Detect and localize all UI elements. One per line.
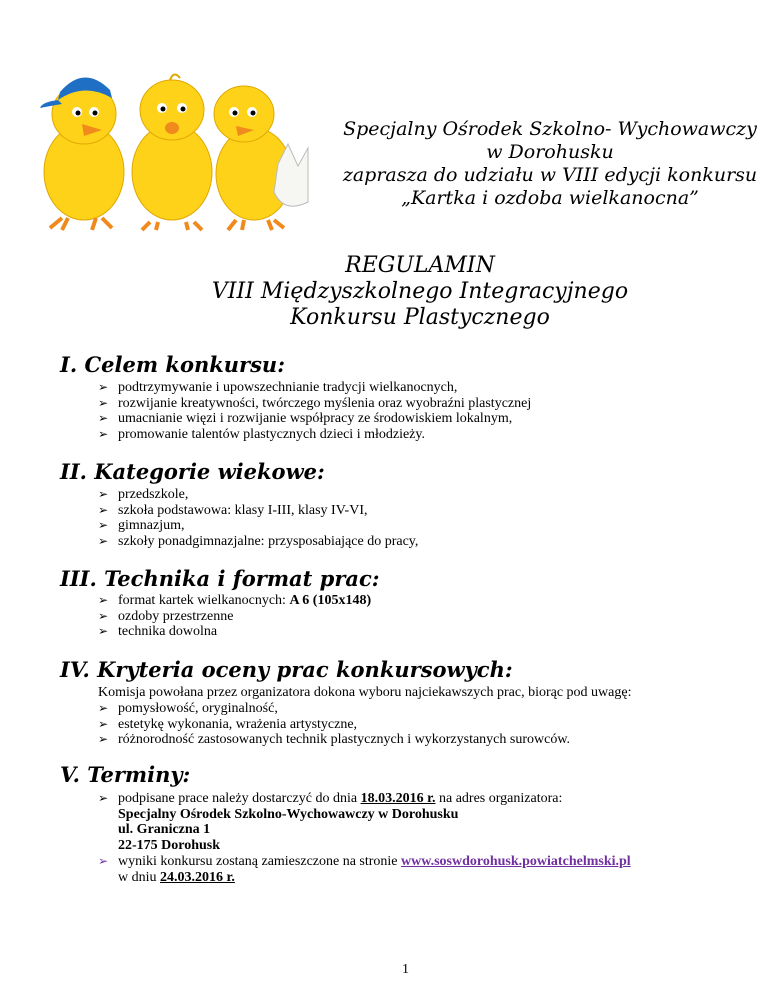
arrowhead-bullet-icon: ➢ xyxy=(98,701,109,715)
arrowhead-bullet-icon: ➢ xyxy=(98,593,109,607)
results-website-link[interactable]: www.soswdorohusk.powiatchelmski.pl xyxy=(401,854,631,869)
list-item: ➢ podpisane prace należy dostarczyć do dnia 18.03.2016 r. na adres organizatora: xyxy=(98,791,563,806)
goals-list xyxy=(98,380,531,442)
chick-left xyxy=(40,77,124,230)
arrowhead-bullet-icon: ➢ xyxy=(98,395,109,410)
list-item: ➢ szkoły ponadgimnazjalne: przysposabiające do pracy, xyxy=(98,533,419,549)
list-item: ➢ rozwijanie kreatywności, twórczego myślenia oraz wyobraźni plastycznej xyxy=(98,395,532,411)
arrowhead-bullet-icon: ➢ xyxy=(98,732,109,746)
arrowhead-bullet-icon: ➢ xyxy=(98,791,109,805)
section-heading-goals: I. Celem konkursu: xyxy=(60,352,285,377)
arrowhead-bullet-icon: ➢ xyxy=(98,487,109,501)
format-size: A 6 (105x148) xyxy=(289,593,372,608)
arrowhead-bullet-icon: ➢ xyxy=(98,533,109,548)
list-item: ➢ umacnianie więzi i rozwijanie współpracy ze środowiskiem lokalnym, xyxy=(98,411,513,426)
title-line-2: VIII Międzyszkolnego Integracyjnego xyxy=(211,279,629,304)
deadlines-list-2 xyxy=(98,854,631,870)
list-item: ➢ wyniki konkursu zostaną zamieszczone na stronie www.soswdorohusk.powiatchelmski.pl xyxy=(98,854,631,869)
list-item: ➢ ozdoby przestrzenne xyxy=(98,608,234,624)
arrowhead-bullet-icon: ➢ xyxy=(98,624,109,638)
organizer-postal: 22-175 Dorohusk xyxy=(118,838,221,853)
arrowhead-bullet-icon: ➢ xyxy=(98,608,109,623)
intro-line-2: w Dorohusku xyxy=(486,141,614,163)
chick-middle xyxy=(132,74,212,230)
easter-chicks-illustration xyxy=(22,52,312,232)
arrowhead-bullet-icon: ➢ xyxy=(98,716,109,731)
submission-date: 18.03.2016 r. xyxy=(360,791,436,806)
list-item: ➢ gimnazjum, xyxy=(98,518,185,533)
arrowhead-bullet-icon: ➢ xyxy=(98,411,109,425)
section-heading-technique: III. Technika i format prac: xyxy=(60,566,380,591)
regulations-title xyxy=(200,253,640,331)
intro-line-3: zaprasza do udziału w VIII edycji konkursu xyxy=(342,164,758,186)
list-item: ➢ szkoła podstawowa: klasy I-III, klasy IV-VI, xyxy=(98,502,368,518)
title-line-1: REGULAMIN xyxy=(345,253,495,278)
age-categories-list xyxy=(98,487,418,549)
list-item: ➢ przedszkole, xyxy=(98,487,189,502)
arrowhead-bullet-icon: ➢ xyxy=(98,518,109,532)
invitation-header xyxy=(300,118,768,210)
results-date: 24.03.2016 r. xyxy=(160,870,235,885)
section-heading-criteria: IV. Kryteria oceny prac konkursowych: xyxy=(60,657,513,682)
section-heading-deadlines: V. Terminy: xyxy=(60,762,191,787)
list-item: ➢ promowanie talentów plastycznych dzieci i młodzieży. xyxy=(98,426,425,442)
results-date-line: w dniu 24.03.2016 r. xyxy=(118,870,235,885)
list-item: ➢ format kartek wielkanocnych: A 6 (105x148) xyxy=(98,593,372,608)
criteria-list xyxy=(98,701,570,748)
organizer-name: Specjalny Ośrodek Szkolno-Wychowawczy w Dorohusku xyxy=(118,807,459,822)
arrowhead-bullet-icon: ➢ xyxy=(98,380,109,394)
intro-line-1: Specjalny Ośrodek Szkolno- Wychowawczy xyxy=(343,118,757,140)
list-item: ➢ pomysłowość, oryginalność, xyxy=(98,701,278,716)
chick-right xyxy=(214,86,308,230)
organizer-street: ul. Graniczna 1 xyxy=(118,822,211,837)
section-heading-age-categories: II. Kategorie wiekowe: xyxy=(60,459,325,484)
list-item: ➢ technika dowolna xyxy=(98,624,218,639)
technique-list xyxy=(98,593,371,640)
list-item: ➢ podtrzymywanie i upowszechnianie tradycji wielkanocnych, xyxy=(98,380,458,395)
list-item: ➢ estetykę wykonania, wrażenia artystyczne, xyxy=(98,716,358,732)
intro-line-4: „Kartka i ozdoba wielkanocna” xyxy=(401,187,699,209)
title-line-3: Konkursu Plastycznego xyxy=(290,305,550,330)
arrowhead-bullet-icon: ➢ xyxy=(98,502,109,517)
list-item: ➢ różnorodność zastosowanych technik plastycznych i wykorzystanych surowców. xyxy=(98,732,571,747)
arrowhead-bullet-icon: ➢ xyxy=(98,854,109,868)
criteria-intro: Komisja powołana przez organizatora dokona wyboru najciekawszych prac, biorąc pod uwagę: xyxy=(98,685,632,700)
arrowhead-bullet-icon: ➢ xyxy=(98,426,109,441)
deadlines-list-1 xyxy=(98,791,562,807)
page-number: 1 xyxy=(402,962,409,977)
